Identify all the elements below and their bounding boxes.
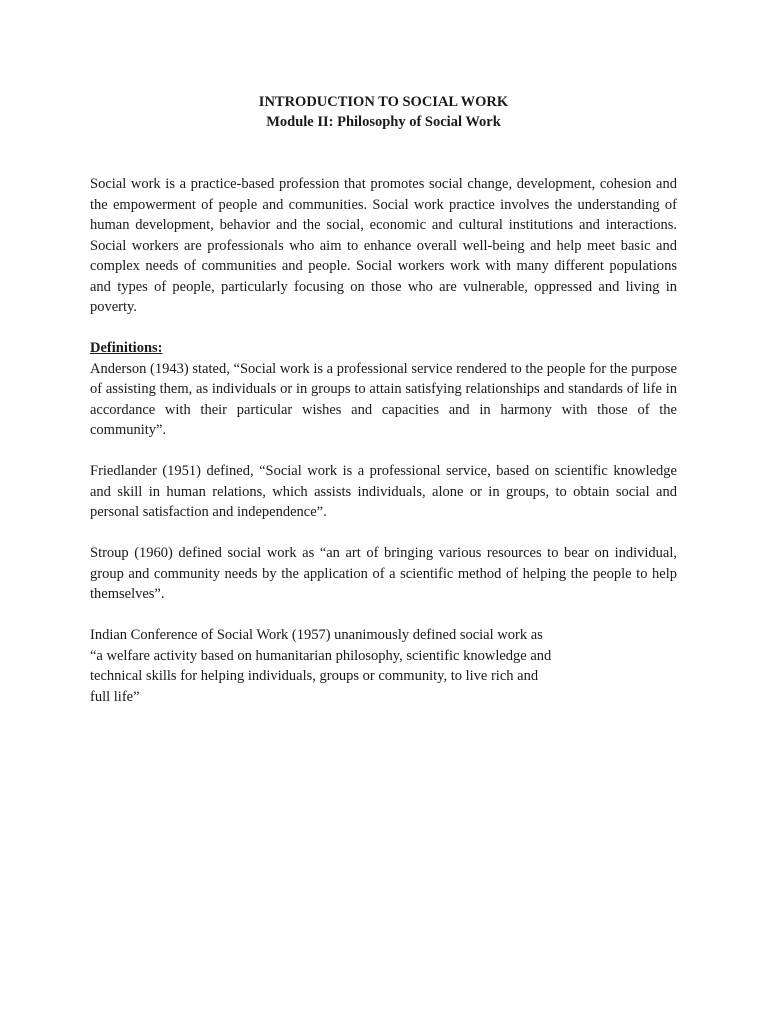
definition-friedlander: Friedlander (1951) defined, “Social work is a professional service, based on scientific knowledge and skill in human relations, which assists individuals, alone or in groups, to obtain social and personal satisfaction and independence”. — [90, 463, 677, 520]
icsw-line: technical skills for helping individuals, groups or community, to live rich and — [90, 668, 539, 684]
icsw-line: Indian Conference of Social Work (1957) unanimously defined social work as — [90, 627, 543, 643]
definition-anderson: Anderson (1943) stated, “Social work is a professional service rendered to the people for the purpose of assisting them, as individuals or in groups to attain satisfying relationships and standards of life in accordance with their particular wishes and capacities and in harmony with those of the community”. — [90, 360, 677, 438]
document-page — [90, 92, 677, 707]
intro-paragraph: Social work is a practice-based profession that promotes social change, development, cohesion and the empowerment of people and communities. Social work practice involves the understanding of human development, behavior and the social, economic and cultural institutions and interactions. Social workers are professionals who aim to enhance overall well-being and help meet basic and complex needs of communities and people. Social workers work with many different populations and types of people, particularly focusing on those who are vulnerable, oppressed and living in poverty. — [90, 176, 677, 315]
icsw-line: full life” — [90, 688, 140, 705]
document-title: INTRODUCTION TO SOCIAL WORK — [258, 94, 509, 110]
icsw-line: “a welfare activity based on humanitarian philosophy, scientific knowledge and — [90, 647, 552, 664]
definition-stroup: Stroup (1960) defined social work as “an art of bringing various resources to bear on individual, group and community needs by the application of a scientific method of helping the people to help themselves”. — [90, 545, 677, 602]
definitions-heading: Definitions: — [90, 340, 163, 356]
definition-icsw — [90, 625, 677, 707]
document-subtitle: Module II: Philosophy of Social Work — [266, 114, 501, 130]
